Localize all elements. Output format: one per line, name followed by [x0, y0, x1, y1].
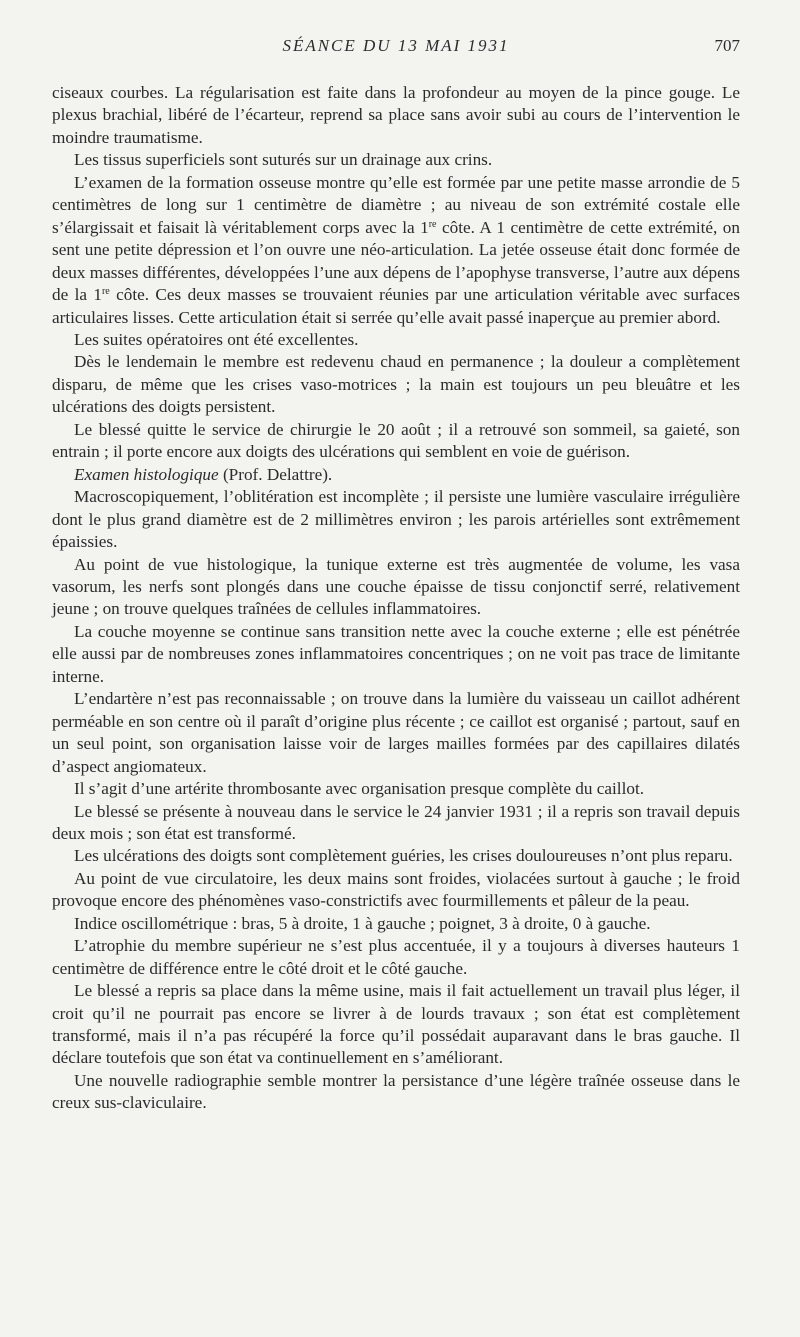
- paragraph: Le blessé se présente à nouveau dans le service le 24 janvier 1931 ; il a repris son travail depuis deux mois ; son état est transformé.: [52, 801, 740, 843]
- paragraph: L’endartère n’est pas reconnaissable ; on trouve dans la lumière du vaisseau un caillot adhérent perméable en son centre où il paraît d’origine plus récente ; ce caillot est organisé ; partout, sauf en un seul point, son organisation laisse voir de larges mailles formées par des capillaires dilatés d’aspect angiomateux.: [52, 689, 740, 776]
- superscript: re: [428, 218, 437, 230]
- paragraph: Les tissus superficiels sont suturés sur un drainage aux crins.: [74, 150, 493, 170]
- paragraph-text: côte. A 1 centimètre de cette extrémité, on sent une petite dépression et l’on ouvre une néo-articulation. La jetée osseuse était donc formée de deux masses différentes, développées l’une aux dépens de l’apophyse transverse, l’autre aux dépens de la 1: [52, 217, 740, 305]
- paragraph: Les ulcérations des doigts sont complètement guéries, les crises douloureuses n’ont plus reparu.: [74, 846, 733, 866]
- paragraph: Au point de vue histologique, la tunique externe est très augmentée de volume, les vasa vasorum, les nerfs sont plongés dans une couche épaisse de tissu conjonctif serré, relativement jeune ; on trouve quelques traînées de cellules inflammatoires.: [52, 554, 740, 619]
- body-text: [52, 82, 740, 1115]
- paragraph: La couche moyenne se continue sans transition nette avec la couche externe ; elle est pénétrée elle aussi par de nombreuses zones inflammatoires concentriques ; on ne voit pas trace de limitante interne.: [52, 621, 740, 686]
- section-heading-rest: (Prof. Delattre).: [218, 464, 333, 484]
- page-header: [52, 36, 740, 60]
- paragraph: Indice oscillométrique : bras, 5 à droite, 1 à gauche ; poignet, 3 à droite, 0 à gauche.: [74, 913, 651, 933]
- paragraph-text: L’examen de la formation osseuse montre qu’elle est formée par une petite masse arrondie de 5 centimètres de long sur 1 centimètre de diamètre ; au niveau de son extrémité costale elle s’élargissait et faisait là véritablement corps avec la 1: [52, 172, 740, 237]
- paragraph: Le blessé a repris sa place dans la même usine, mais il fait actuellement un travail plus léger, il croit qu’il ne pourrait pas encore se livrer à de lourds travaux ; son état est complètement transformé, mais il n’a pas récupéré la force qu’il possédait auparavant dans le bras gauche. Il déclare toutefois que son état va continuellement en s’améliorant.: [52, 981, 740, 1068]
- page-number: 707: [714, 36, 740, 55]
- paragraph: [52, 172, 740, 329]
- paragraph: Dès le lendemain le membre est redevenu chaud en permanence ; la douleur a complètement disparu, de même que les crises vaso-motrices ; la main est toujours un peu bleuâtre et les ulcérations des doigts persistent.: [52, 352, 740, 417]
- section-heading: [52, 464, 740, 486]
- paragraph: Il s’agit d’une artérite thrombosante avec organisation presque complète du caillot.: [74, 779, 645, 799]
- paragraph: L’atrophie du membre supérieur ne s’est plus accentuée, il y a toujours à diverses hauteurs 1 centimètre de différence entre le côté droit et le côté gauche.: [52, 936, 740, 978]
- paragraph: Le blessé quitte le service de chirurgie le 20 août ; il a retrouvé son sommeil, sa gaieté, son entrain ; il porte encore aux doigts des ulcérations qui semblent en voie de guérison.: [52, 419, 740, 462]
- paragraph: Macroscopiquement, l’oblitération est incomplète ; il persiste une lumière vasculaire irrégulière dont le plus grand diamètre est de 2 millimètres environ ; les parois artérielles sont extrêmement épaissies.: [52, 487, 740, 552]
- superscript: re: [101, 286, 110, 298]
- paragraph: ciseaux courbes. La régularisation est faite dans la profondeur au moyen de la pince gouge. Le plexus brachial, libéré de l’écarteur, reprend sa place sans avoir subi au cours de l’intervention le moindre traumatisme.: [52, 83, 740, 147]
- paragraph-text: côte. Ces deux masses se trouvaient réunies par une articulation véritable avec surfaces articulaires lisses. Cette articulation était si serrée qu’elle avait passé inaperçue au premier abord.: [52, 285, 740, 327]
- paragraph: Une nouvelle radiographie semble montrer la persistance d’une légère traînée osseuse dans le creux sus-claviculaire.: [52, 1070, 740, 1113]
- running-title: SÉANCE DU 13 MAI 1931: [282, 36, 510, 55]
- paragraph: Au point de vue circulatoire, les deux mains sont froides, violacées surtout à gauche ; le froid provoque encore des phénomènes vaso-constrictifs avec fourmillements et pâleur de la peau.: [52, 868, 740, 911]
- paragraph: Les suites opératoires ont été excellentes.: [74, 329, 359, 349]
- section-heading-italic: Examen histologique: [74, 464, 219, 484]
